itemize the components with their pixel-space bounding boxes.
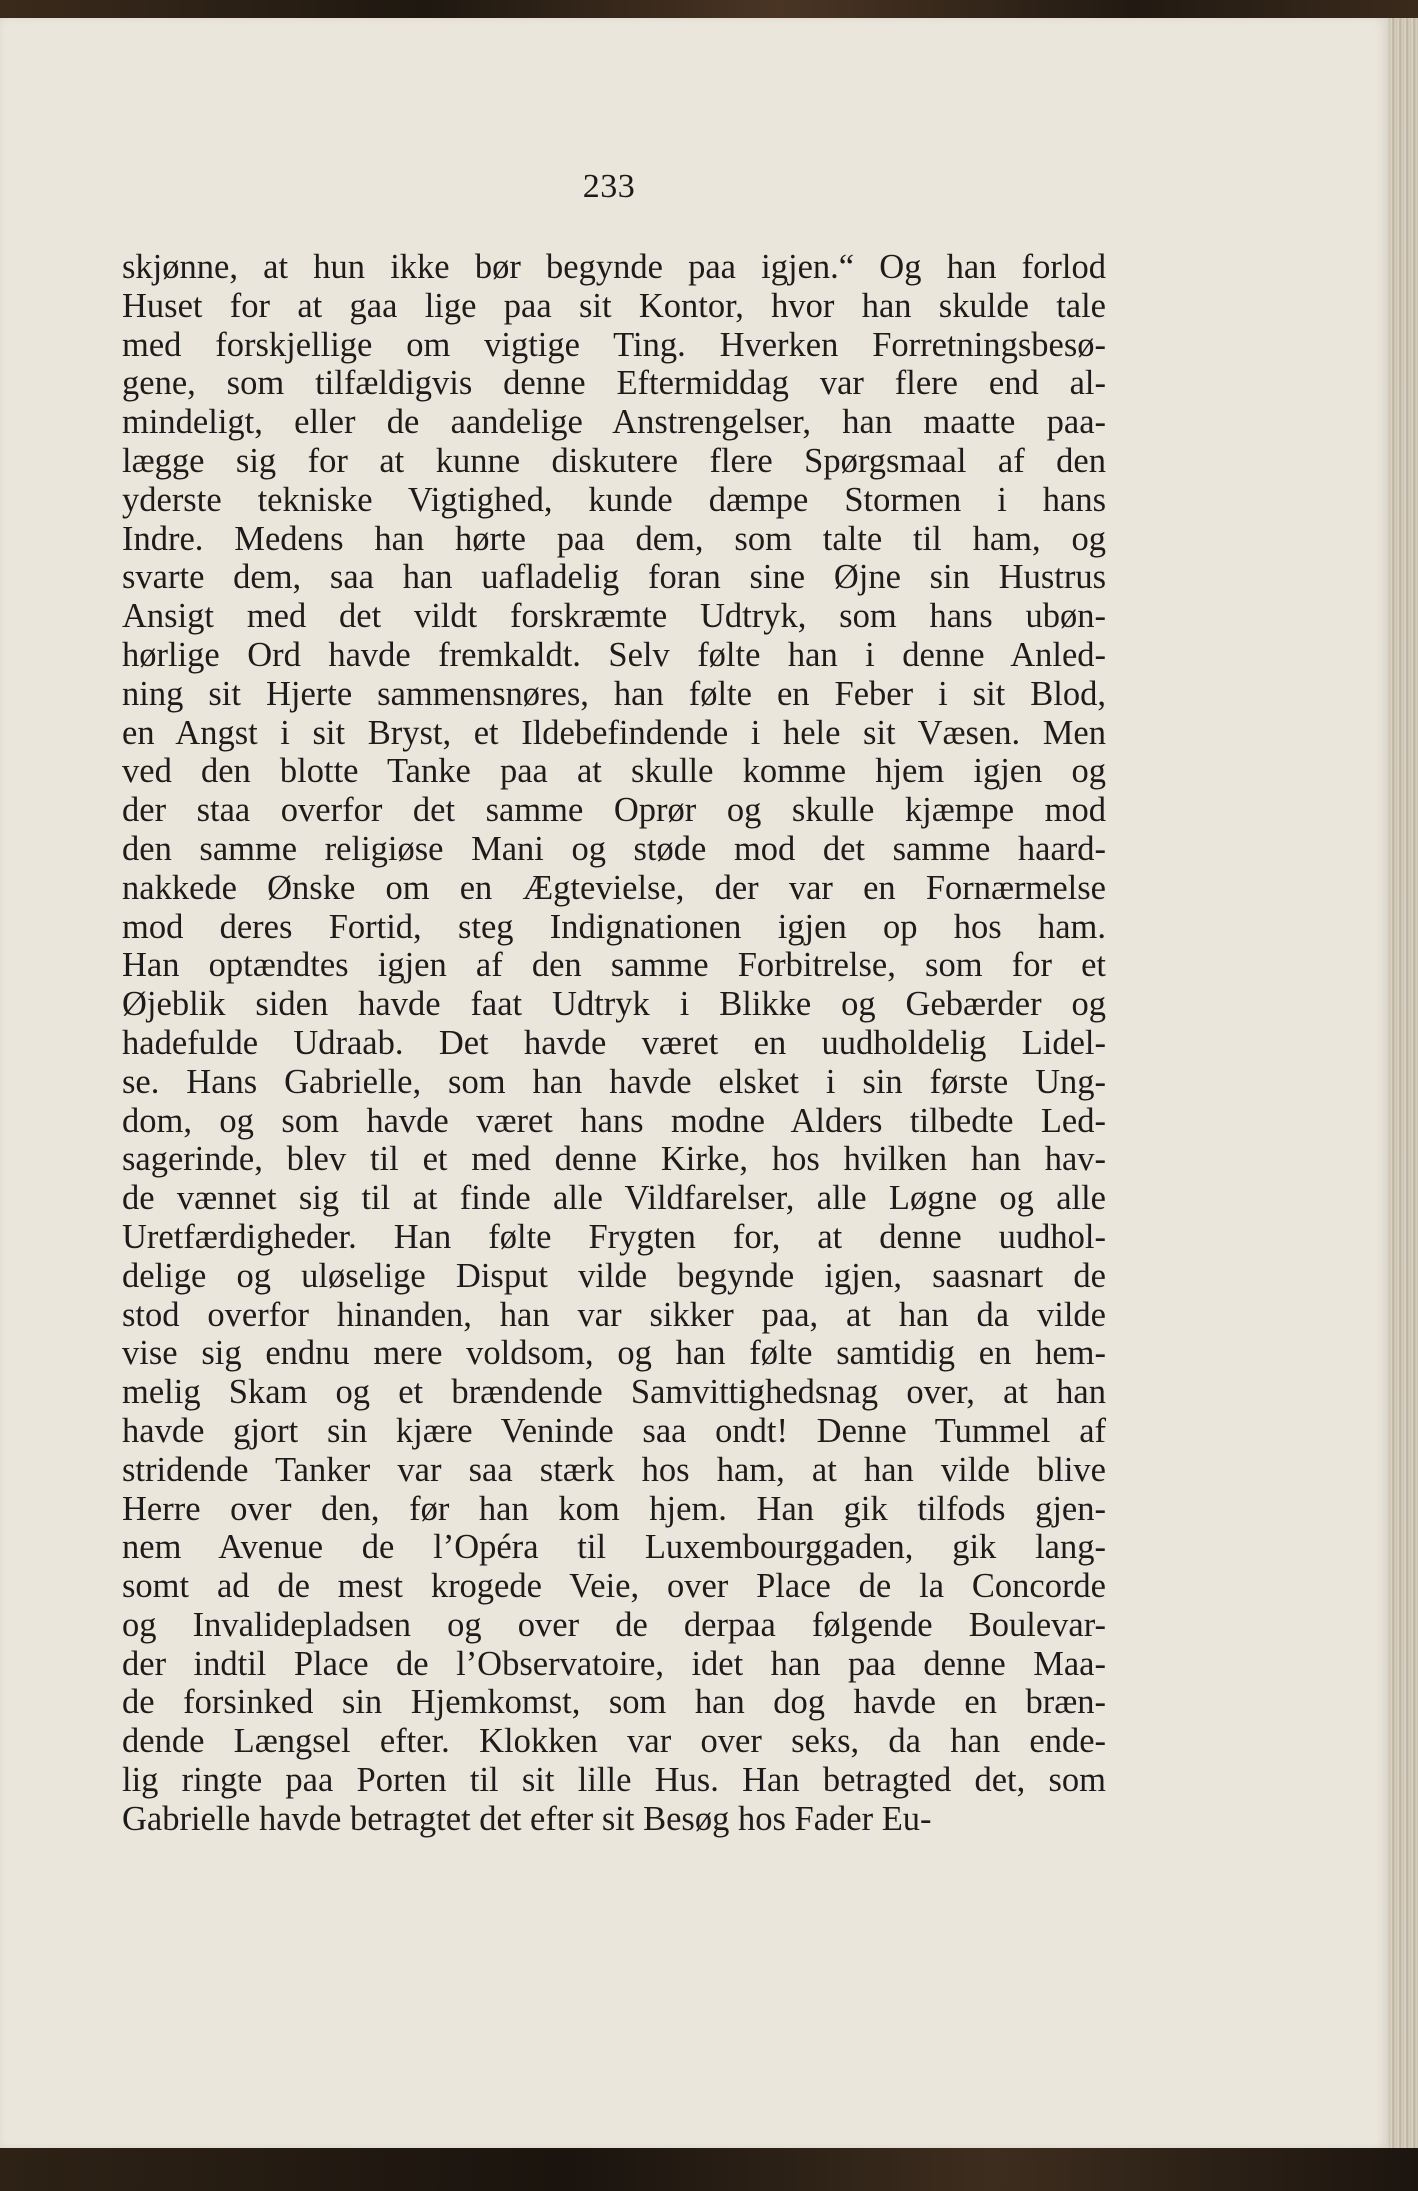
text-line: Ansigt med det vildt forskræmte Udtryk, som hans ubøn-	[122, 597, 1106, 636]
text-line: med forskjellige om vigtige Ting. Hverken Forretningsbesø-	[122, 325, 1106, 364]
text-line: de forsinked sin Hjemkomst, som han dog havde en bræn-	[122, 1683, 1106, 1722]
text-line: yderste tekniske Vigtighed, kunde dæmpe Stormen i hans	[122, 480, 1106, 519]
text-line: sagerinde, blev til et med denne Kirke, hos hvilken han hav-	[122, 1140, 1106, 1179]
book-bottom-edge	[0, 2148, 1418, 2191]
text-line: ning sit Hjerte sammensnøres, han følte en Feber i sit Blod,	[122, 674, 1106, 713]
text-line: hadefulde Udraab. Det havde været en uudholdelig Lidel-	[122, 1023, 1106, 1062]
text-line: Huset for at gaa lige paa sit Kontor, hvor han skulde tale	[122, 286, 1106, 325]
text-line: Indre. Medens han hørte paa dem, som talte til ham, og	[122, 519, 1106, 558]
text-line: gene, som tilfældigvis denne Eftermiddag var flere end al-	[122, 364, 1106, 403]
text-line: dende Længsel efter. Klokken var over seks, da han ende-	[122, 1722, 1106, 1761]
text-line: mod deres Fortid, steg Indignationen igjen op hos ham.	[122, 907, 1106, 946]
text-line: melig Skam og et brændende Samvittighedsnag over, at han	[122, 1373, 1106, 1412]
text-line: mindeligt, eller de aandelige Anstrengelser, han maatte paa-	[122, 403, 1106, 442]
text-line: lig ringte paa Porten til sit lille Hus. Han betragted det, som	[122, 1761, 1106, 1800]
text-line: Han optændtes igjen af den samme Forbitrelse, som for et	[122, 946, 1106, 985]
text-line: hørlige Ord havde fremkaldt. Selv følte han i denne Anled-	[122, 635, 1106, 674]
text-line: der indtil Place de l’Observatoire, idet han paa denne Maa-	[122, 1644, 1106, 1683]
page-number: 233	[582, 168, 636, 205]
text-line: stridende Tanker var saa stærk hos ham, at han vilde blive	[122, 1450, 1106, 1489]
text-line: havde gjort sin kjære Veninde saa ondt! Denne Tummel af	[122, 1411, 1106, 1450]
text-line: en Angst i sit Bryst, et Ildebefindende i hele sit Væsen. Men	[122, 713, 1106, 752]
text-line: se. Hans Gabrielle, som han havde elsket i sin første Ung-	[122, 1062, 1106, 1101]
text-line: delige og uløselige Disput vilde begynde igjen, saasnart de	[122, 1256, 1106, 1295]
text-line: lægge sig for at kunne diskutere flere Spørgsmaal af den	[122, 441, 1106, 480]
text-line: der staa overfor det samme Oprør og skulle kjæmpe mod	[122, 791, 1106, 830]
text-line: de vænnet sig til at finde alle Vildfarelser, alle Løgne og alle	[122, 1179, 1106, 1218]
text-line: skjønne, at hun ikke bør begynde paa igjen.“ Og han forlod	[122, 248, 1106, 286]
text-line: Øjeblik siden havde faat Udtryk i Blikke og Gebærder og	[122, 985, 1106, 1024]
text-line: vise sig endnu mere voldsom, og han følte samtidig en hem-	[122, 1334, 1106, 1373]
book-top-edge	[0, 0, 1418, 20]
text-line: Herre over den, før han kom hjem. Han gik tilfods gjen-	[122, 1489, 1106, 1528]
text-line: ved den blotte Tanke paa at skulle komme hjem igjen og	[122, 752, 1106, 791]
text-line: stod overfor hinanden, han var sikker paa, at han da vilde	[122, 1295, 1106, 1334]
body-text	[122, 248, 1106, 1839]
text-line: svarte dem, saa han uafladelig foran sine Øjne sin Hustrus	[122, 558, 1106, 597]
text-line: Uretfærdigheder. Han følte Frygten for, at denne uudhol-	[122, 1217, 1106, 1256]
text-line: Gabrielle havde betragtet det efter sit Besøg hos Fader Eu-	[122, 1799, 932, 1838]
book-page	[0, 18, 1388, 2152]
text-line: den samme religiøse Mani og støde mod det samme haard-	[122, 829, 1106, 868]
text-line: nem Avenue de l’Opéra til Luxembourggaden, gik lang-	[122, 1528, 1106, 1567]
text-line: og Invalidepladsen og over de derpaa følgende Boulevar-	[122, 1605, 1106, 1644]
page-stack-edge	[1388, 18, 1418, 2152]
text-line: nakkede Ønske om en Ægtevielse, der var en Fornærmelse	[122, 868, 1106, 907]
text-line: somt ad de mest krogede Veie, over Place de la Concorde	[122, 1567, 1106, 1606]
text-line: dom, og som havde været hans modne Alders tilbedte Led-	[122, 1101, 1106, 1140]
